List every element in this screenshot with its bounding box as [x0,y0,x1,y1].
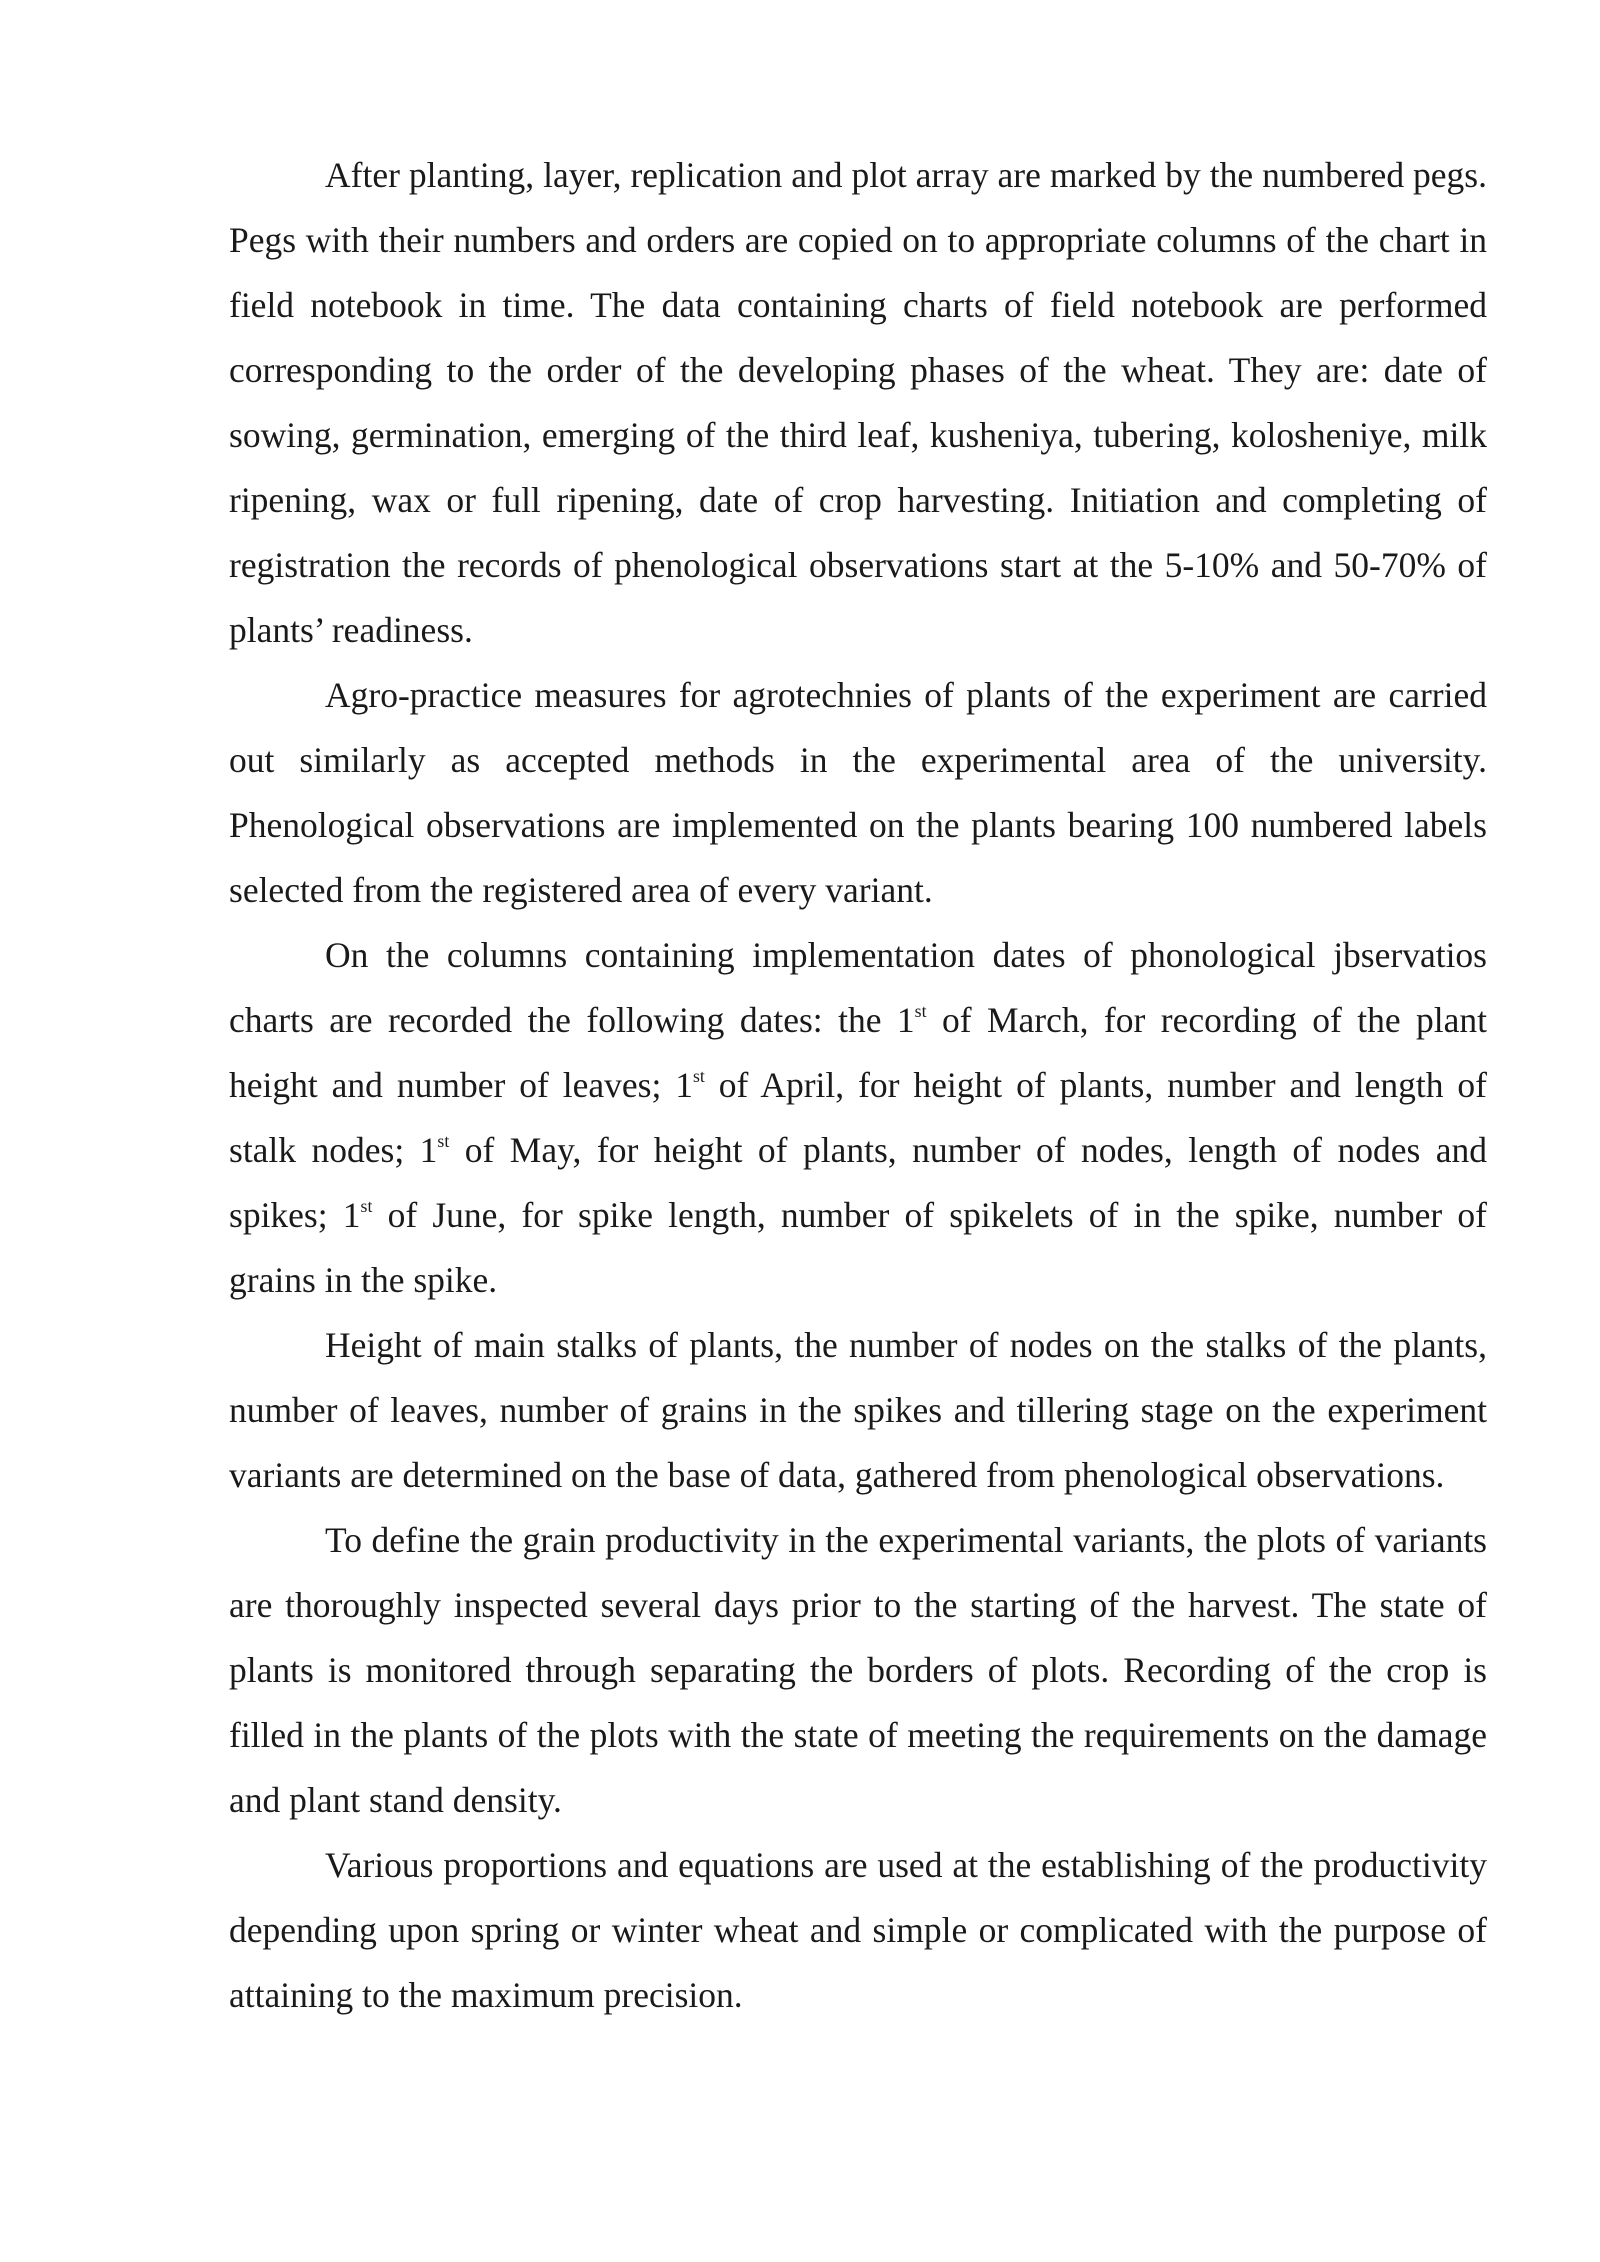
paragraph-measurements: Height of main stalks of plants, the number of nodes on the stalks of the plants, number of leaves, number of grains in the spikes and tillering stage on the experiment variants are determined on the base of data, gathered from phenological observations. [229,1325,1487,1495]
ordinal-suffix: st [914,1000,927,1021]
paragraph-planting-phases: After planting, layer, replication and plot array are marked by the numbered pegs. Pegs with their numbers and orders are copied on to appropriate columns of the chart in field notebook in time. The data containing charts of field notebook are performed corresponding to the order of the developing phases of the wheat. They are: date of sowing, germination, emerging of the third leaf, kusheniya, tubering, kolosheniye, milk ripening, wax or full ripening, date of crop harvesting. Initiation and completing of registration the records of phenological observations start at the 5-10% and 50-70% of plants’ readiness. [229,155,1487,650]
paragraph-text-segment: of March, for recording of the plant height and number of leaves; 1 [229,1000,1488,1105]
paragraph-text-segment: On the columns containing implementation dates of phonological jbservatios charts are recorded the following dates: the 1 [229,935,1487,1040]
paragraph-text-segment: of April, for height of plants, number and length of stalk nodes; 1 [229,1065,1487,1170]
ordinal-suffix: st [437,1130,450,1151]
paragraph-proportions-equations: Various proportions and equations are used at the establishing of the productivity depending upon spring or winter wheat and simple or complicated with the purpose of attaining to the maximum precision. [229,1845,1487,2015]
document-body [229,143,1487,2028]
paragraph-text-segment: of June, for spike length, number of spikelets of in the spike, number of grains in the spike. [229,1195,1487,1300]
paragraph-observation-dates [229,923,1487,1313]
paragraph-grain-productivity: To define the grain productivity in the experimental variants, the plots of variants are thoroughly inspected several days prior to the starting of the harvest. The state of plants is monitored through separating the borders of plots. Recording of the crop is filled in the plants of the plots with the state of meeting the requirements on the damage and plant stand density. [229,1520,1487,1820]
ordinal-suffix: st [693,1065,705,1086]
paragraph-agro-practice: Agro-practice measures for agrotechnies of plants of the experiment are carried out similarly as accepted methods in the experimental area of the university. Phenological observations are implemented on the plants bearing 100 numbered labels selected from the registered area of every variant. [229,675,1487,910]
ordinal-suffix: st [360,1195,373,1216]
paragraph-text-segment: of May, for height of plants, number of nodes, length of nodes and spikes; 1 [229,1130,1487,1235]
